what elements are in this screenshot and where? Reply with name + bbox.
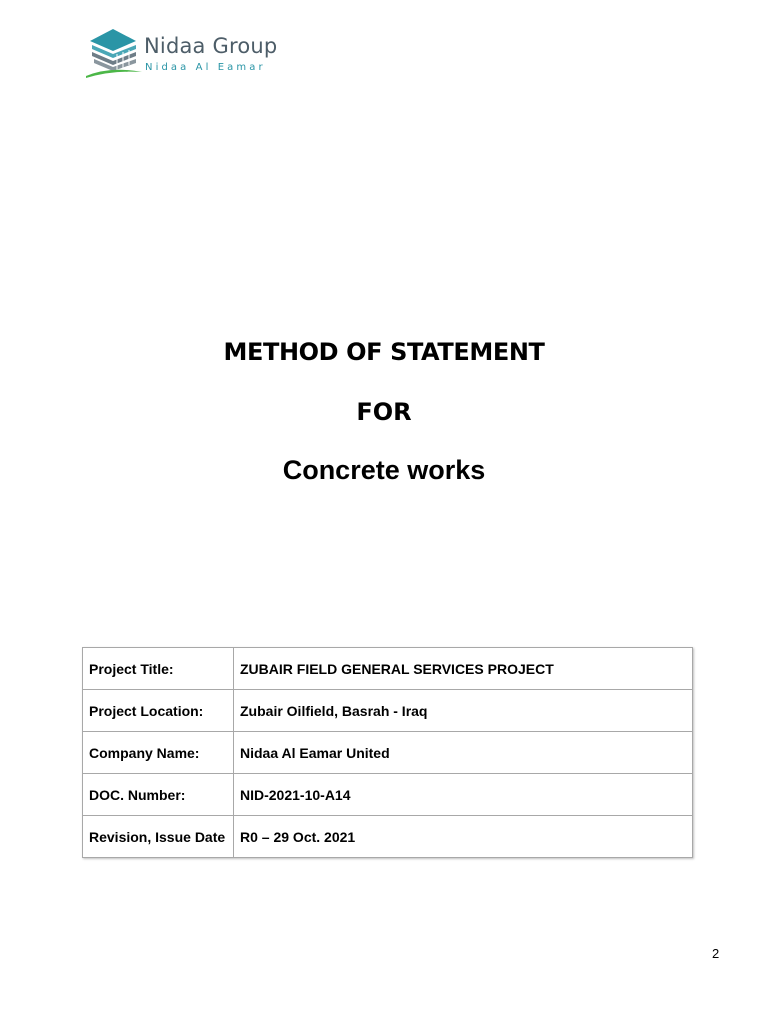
- project-title-label: Project Title:: [83, 648, 234, 690]
- table-row-doc-number: [83, 774, 693, 816]
- revision-value: R0 – 29 Oct. 2021: [234, 816, 693, 858]
- document-title-for: FOR: [356, 398, 412, 426]
- revision-label: Revision, Issue Date: [83, 816, 234, 858]
- project-location-label: Project Location:: [83, 690, 234, 732]
- building-logo-icon: [84, 26, 142, 80]
- document-title: METHOD OF STATEMENT: [223, 338, 545, 366]
- company-name-value: Nidaa Al Eamar United: [234, 732, 693, 774]
- company-logo: [84, 26, 284, 82]
- logo-company-name: Nidaa Group: [144, 34, 278, 58]
- project-info-table: [82, 647, 693, 858]
- table-row-project-location: [83, 690, 693, 732]
- page-number: 2: [712, 946, 720, 961]
- table-row-revision: [83, 816, 693, 858]
- document-subject: Concrete works: [282, 455, 486, 485]
- company-name-label: Company Name:: [83, 732, 234, 774]
- project-location-value: Zubair Oilfield, Basrah - Iraq: [234, 690, 693, 732]
- table-row-project-title: [83, 648, 693, 690]
- doc-number-value: NID-2021-10-A14: [234, 774, 693, 816]
- doc-number-label: DOC. Number:: [83, 774, 234, 816]
- logo-company-subtitle: Nidaa Al Eamar: [145, 62, 266, 73]
- project-title-value: ZUBAIR FIELD GENERAL SERVICES PROJECT: [234, 648, 693, 690]
- table-row-company-name: [83, 732, 693, 774]
